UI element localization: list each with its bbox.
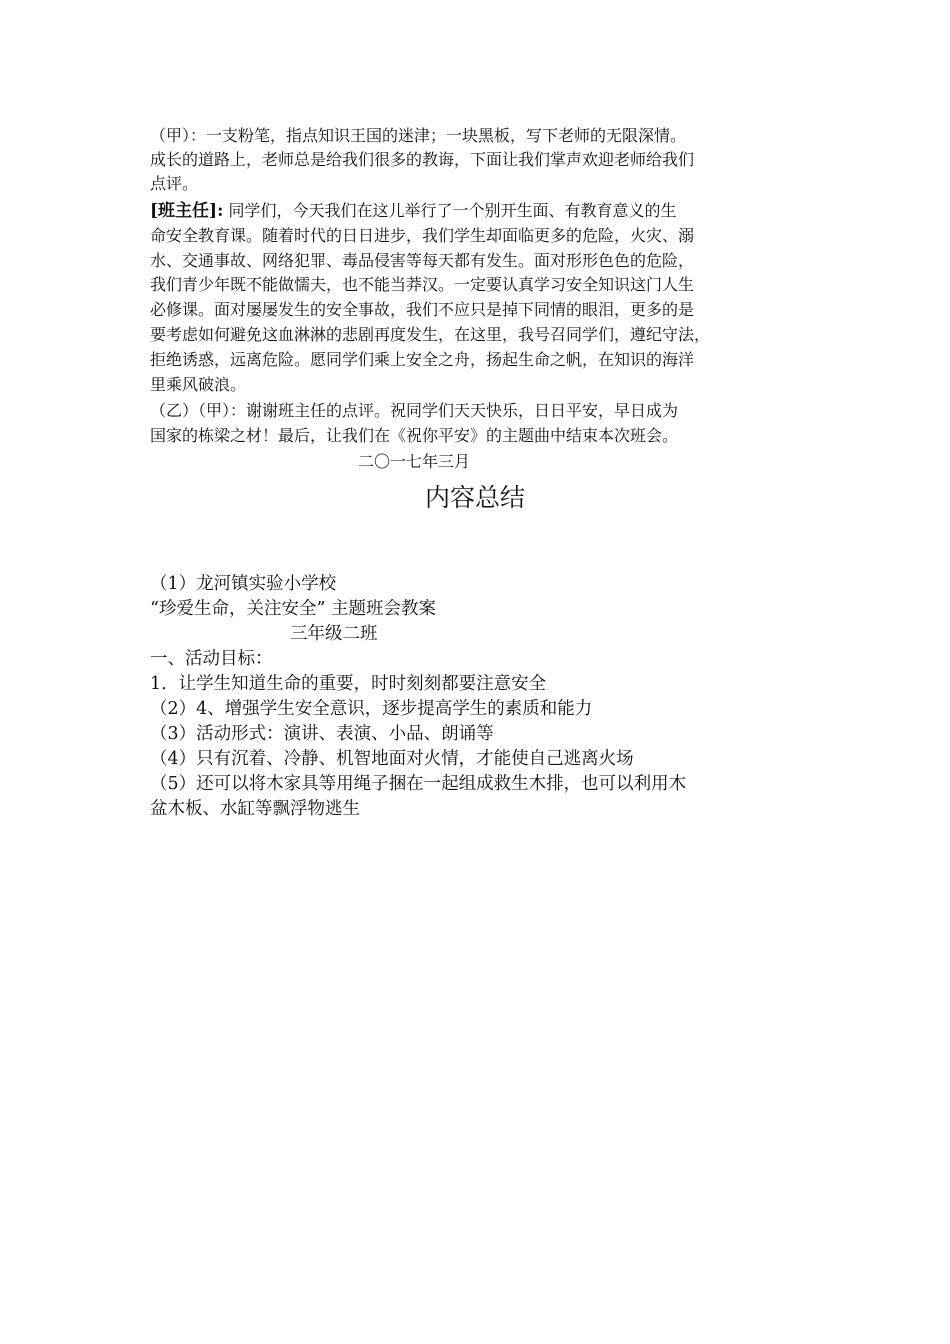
text-line: 国家的栋梁之材！最后，让我们在《祝你平安》的主题曲中结束本次班会。 (150, 426, 679, 445)
text-line: 一、活动目标： (150, 649, 273, 669)
text-line: 我们青少年既不能做懦夫，也不能当莽汉。一定要认真学习安全知识这门人生 (150, 275, 695, 294)
text-line: 点评。 (150, 174, 199, 193)
text-line: 里乘风破浪。 (150, 375, 247, 394)
text-line: 1．让学生知道生命的重要，时时刻刻都要注意安全 (150, 674, 547, 694)
text-line: 拒绝诱惑，远离危险。愿同学们乘上安全之舟，扬起生命之帆，在知识的海洋 (150, 350, 695, 369)
text-line: （5）还可以将木家具等用绳子捆在一起组成救生木排，也可以利用木 (150, 774, 687, 794)
text-line: （乙）（甲）：谢谢班主任的点评。祝同学们天天快乐，日日平安，早日成为 (150, 401, 679, 420)
teacher-line (150, 199, 812, 223)
text-line: （2）4、增强学生安全意识，逐步提高学生的素质和能力 (150, 699, 593, 719)
text-line: （4）只有沉着、冷静、机智地面对火情，才能使自己逃离火场 (150, 749, 634, 769)
text-line: （甲）：一支粉笔，指点知识王国的迷津；一块黑板，写下老师的无限深情。 (150, 126, 687, 145)
text-line: 命安全教育课。随着时代的日日进步，我们学生却面临更多的危险，火灾、溺 (150, 226, 695, 245)
text-line: 水、交通事故、网络犯罪、毒品侵害等每天都有发生。面对形形色色的危险， (150, 251, 695, 270)
text-line: （3）活动形式：演讲、表演、小品、朗诵等 (150, 724, 494, 744)
teacher-text: 同学们，今天我们在这儿举行了一个别开生面、有教育意义的生 (223, 201, 677, 220)
text-line: （1）龙河镇实验小学校 (150, 574, 337, 594)
teacher-label: [班主任]: (150, 201, 224, 221)
text-line: 成长的道路上，老师总是给我们很多的教诲，下面让我们掌声欢迎老师给我们 (150, 150, 695, 169)
text-line: 要考虑如何避免这血淋淋的悲剧再度发生，在这里，我号召同学们，遵纪守法， (150, 325, 711, 344)
text-line: 盆木板、水缸等飘浮物逃生 (150, 799, 360, 819)
text-line: 必修课。面对屡屡发生的安全事故，我们不应只是掉下同情的眼泪，更多的是 (150, 300, 695, 319)
date-line: 二〇一七年三月 (358, 452, 471, 471)
summary-title: 内容总结 (424, 483, 525, 512)
text-line: “珍爱生命，关注安全” 主题班会教案 (150, 599, 436, 619)
class-name-line: 三年级二班 (290, 624, 378, 644)
